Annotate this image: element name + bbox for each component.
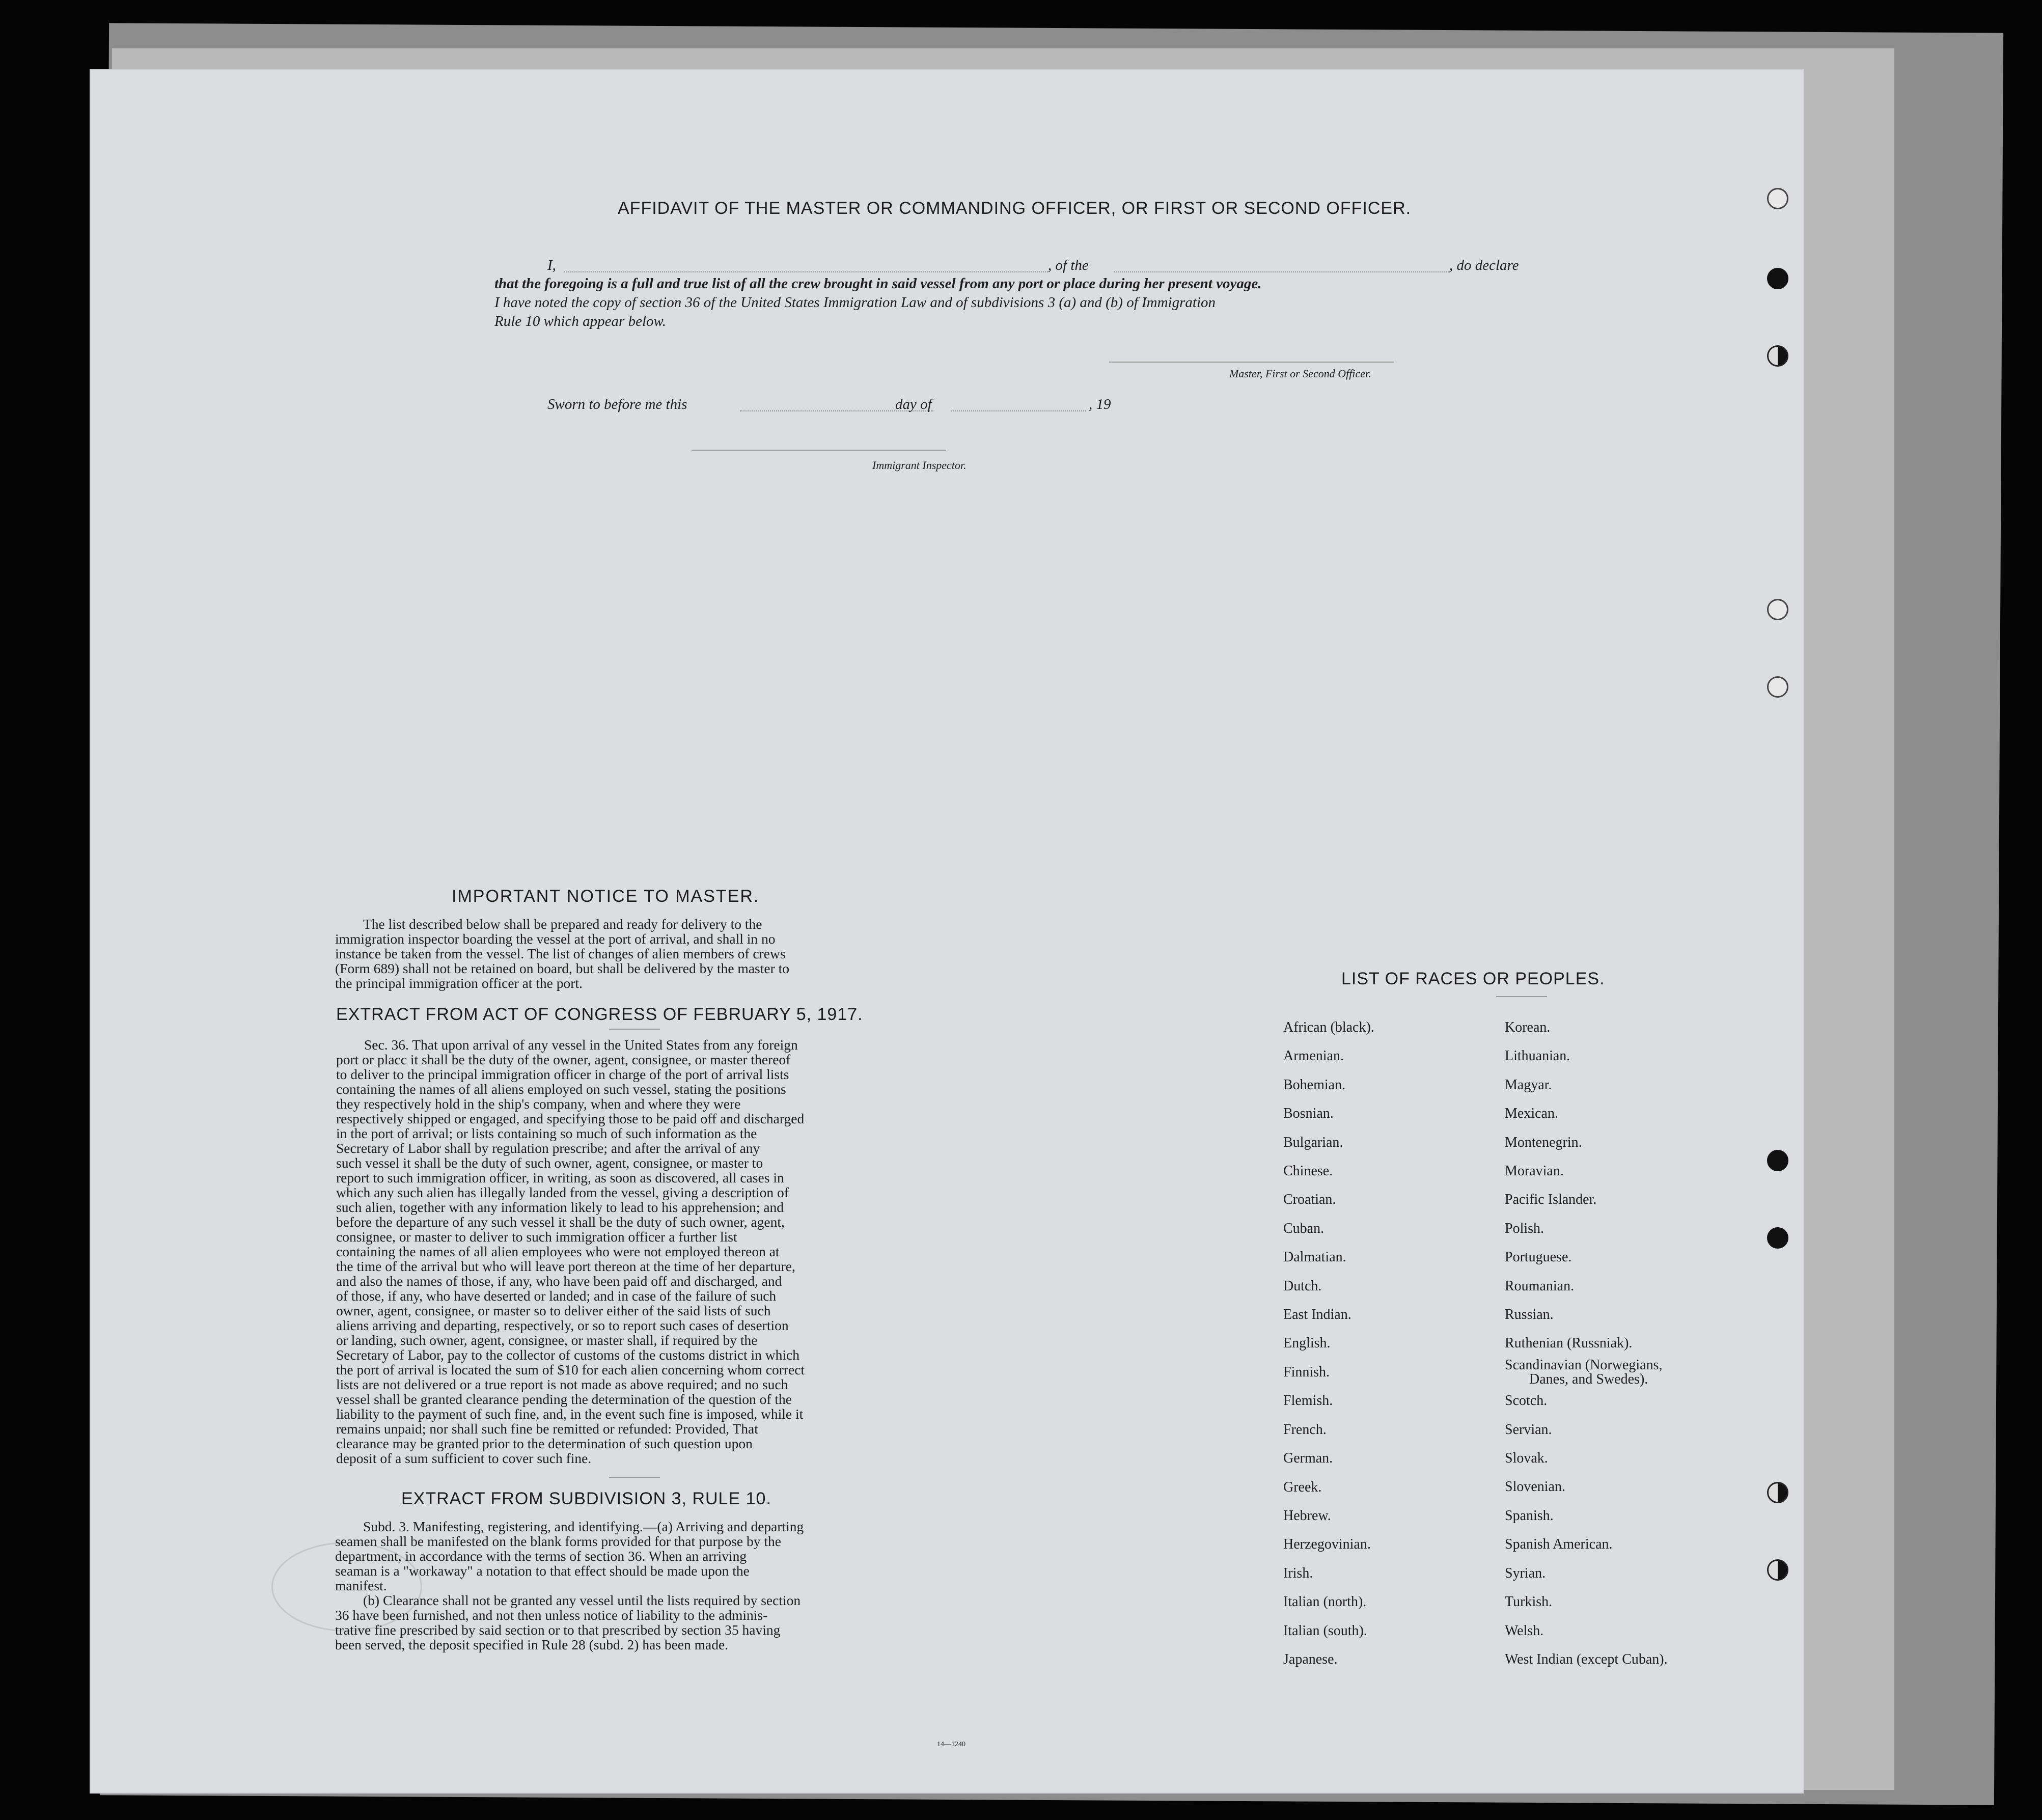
race-item: Italian (north).	[1283, 1594, 1367, 1610]
master-signature-label: Master, First or Second Officer.	[1229, 367, 1371, 380]
race-item: Chinese.	[1283, 1163, 1333, 1179]
races-right-column	[1505, 1013, 1668, 1674]
rule-extract-title: EXTRACT FROM SUBDIVISION 3, RULE 10.	[401, 1489, 771, 1508]
act-line: which any such alien has illegally landed from the vessel, giving a description of	[336, 1184, 789, 1200]
race-item: Bohemian.	[1283, 1077, 1346, 1093]
race-item: Greek.	[1283, 1479, 1322, 1495]
race-item: Scotch.	[1505, 1393, 1548, 1409]
race-item: Syrian.	[1505, 1565, 1546, 1581]
form-number: 14—1240	[937, 1741, 965, 1748]
race-item: Spanish American.	[1505, 1536, 1613, 1553]
act-line: the time of the arrival but who will leave port thereon at the time of her departure,	[336, 1258, 795, 1274]
affidavit-declare: , do declare	[1449, 257, 1519, 273]
inspector-label: Immigrant Inspector.	[872, 459, 967, 472]
race-item: Montenegrin.	[1505, 1134, 1582, 1150]
race-item: Magyar.	[1505, 1077, 1552, 1093]
notice-body	[335, 917, 910, 990]
punch-hole	[1767, 1559, 1788, 1581]
race-item: Lithuanian.	[1505, 1048, 1570, 1064]
rule-line: 36 have been furnished, and not then unless notice of liability to the adminis-	[335, 1607, 768, 1623]
rule-line: seaman is a "workaway" a notation to that effect should be made upon the	[335, 1563, 750, 1579]
act-line: port or placc it shall be the duty of the owner, agent, consignee, or master thereof	[336, 1052, 791, 1067]
document-page	[91, 70, 1803, 1793]
act-line: Secretary of Labor shall by regulation prescribe; and after the arrival of any	[336, 1140, 760, 1156]
sworn-label: Sworn to before me this	[547, 396, 687, 412]
race-item: Flemish.	[1283, 1393, 1333, 1409]
act-line: or landing, such owner, agent, consignee, or master shall, if required by the	[336, 1332, 758, 1348]
race-item: Bulgarian.	[1283, 1134, 1343, 1150]
race-item: Russian.	[1505, 1307, 1554, 1323]
act-line: lists are not delivered or a true report is not made as above required; and no such	[336, 1376, 788, 1392]
act-line: and also the names of those, if any, who have been paid off and discharged, and	[336, 1273, 782, 1289]
race-item: German.	[1283, 1450, 1333, 1467]
race-item: African (black).	[1283, 1019, 1374, 1035]
race-item-scandinavian	[1505, 1358, 1668, 1387]
race-item: French.	[1283, 1421, 1327, 1438]
punch-hole	[1767, 1227, 1788, 1249]
affidavit-line2: that the foregoing is a full and true list of all the crew brought in said vessel from any port or place during her present voyage.	[494, 275, 1262, 292]
race-item-continued: Danes, and Swedes).	[1529, 1371, 1648, 1387]
punch-hole	[1767, 345, 1788, 367]
vessel-blank	[1114, 271, 1450, 272]
notice-title: IMPORTANT NOTICE TO MASTER.	[452, 887, 760, 906]
notice-line: (Form 689) shall not be retained on board, but shall be delivered by the master to	[335, 960, 789, 976]
race-item: Hebrew.	[1283, 1507, 1331, 1524]
divider	[1496, 996, 1547, 997]
inspector-signature-line	[692, 450, 946, 451]
act-line: report to such immigration officer, in writing, as soon as discovered, all cases in	[336, 1170, 784, 1185]
act-line: containing the names of all aliens employed on such vessel, stating the positions	[336, 1081, 786, 1097]
race-item: Italian (south).	[1283, 1622, 1367, 1639]
rule-line: department, in accordance with the terms of section 36. When an arriving	[335, 1548, 747, 1564]
race-item: Dutch.	[1283, 1278, 1322, 1294]
race-item: Servian.	[1505, 1421, 1552, 1438]
race-item: Scandinavian (Norwegians,	[1505, 1357, 1663, 1373]
race-item: Polish.	[1505, 1220, 1544, 1236]
rule-line: manifest.	[335, 1578, 387, 1593]
act-line: containing the names of all alien employees who were not employed thereon at	[336, 1244, 780, 1259]
affidavit-of-the: , of the	[1048, 257, 1089, 273]
punch-hole	[1767, 599, 1788, 620]
rule-extract-body	[335, 1519, 910, 1652]
act-line: clearance may be granted prior to the determination of such question upon	[336, 1436, 753, 1451]
race-item: Cuban.	[1283, 1220, 1324, 1236]
rule-line: been served, the deposit specified in Rule 28 (subd. 2) has been made.	[335, 1637, 729, 1652]
race-item: English.	[1283, 1335, 1331, 1352]
act-line: consignee, or master to deliver to such immigration officer a further list	[336, 1229, 737, 1245]
master-signature-line	[1109, 362, 1394, 363]
race-item: Portuguese.	[1505, 1249, 1572, 1265]
races-left-column	[1283, 1013, 1374, 1674]
race-item: Japanese.	[1283, 1651, 1338, 1667]
punch-hole	[1767, 676, 1788, 698]
sworn-month-blank	[951, 410, 1086, 411]
punch-hole	[1767, 188, 1788, 209]
day-of-label: day of	[895, 396, 932, 412]
affidavit-heading: AFFIDAVIT OF THE MASTER OR COMMANDING OFFICER, OR FIRST OR SECOND OFFICER.	[618, 199, 1412, 218]
act-line: they respectively hold in the ship's company, when and where they were	[336, 1096, 741, 1112]
race-item: Finnish.	[1283, 1364, 1330, 1380]
race-item: Slovak.	[1505, 1450, 1548, 1467]
race-item: Korean.	[1505, 1019, 1551, 1035]
race-item: Armenian.	[1283, 1048, 1344, 1064]
act-line: liability to the payment of such fine, and, in the event such fine is imposed, while it	[336, 1406, 804, 1422]
race-item: West Indian (except Cuban).	[1505, 1651, 1668, 1667]
race-item: Pacific Islander.	[1505, 1192, 1597, 1208]
race-item: Roumanian.	[1505, 1278, 1575, 1294]
notice-line: the principal immigration officer at the port.	[335, 975, 583, 991]
act-line: remains unpaid; nor shall such fine be remitted or refunded: Provided, That	[336, 1421, 758, 1437]
punch-hole	[1767, 1150, 1788, 1171]
notice-line: instance be taken from the vessel. The list of changes of alien members of crews	[335, 946, 786, 961]
act-line: aliens arriving and departing, respectively, or so to report such cases of desertion	[336, 1317, 789, 1333]
act-line: the port of arrival is located the sum of $10 for each alien concerning whom correct	[336, 1362, 805, 1377]
act-line: Secretary of Labor, pay to the collector of customs of the customs district in which	[336, 1347, 799, 1363]
divider	[609, 1029, 660, 1030]
notice-line: immigration inspector boarding the vessel at the port of arrival, and shall in no	[335, 931, 776, 947]
race-item: Herzegovinian.	[1283, 1536, 1371, 1553]
race-item: Croatian.	[1283, 1192, 1336, 1208]
act-line: such vessel it shall be the duty of such owner, agent, consignee, or master to	[336, 1155, 763, 1171]
act-line: Sec. 36. That upon arrival of any vessel in the United States from any foreign	[364, 1037, 798, 1053]
race-item: Slovenian.	[1505, 1479, 1565, 1495]
act-line: before the departure of any such vessel it shall be the duty of such owner, agent,	[336, 1214, 785, 1230]
year-label: , 19	[1089, 396, 1111, 412]
race-item: Mexican.	[1505, 1106, 1558, 1122]
race-item: East Indian.	[1283, 1307, 1351, 1323]
race-item: Irish.	[1283, 1565, 1313, 1581]
rule-line: Subd. 3. Manifesting, registering, and identifying.—(a) Arriving and departing	[363, 1519, 804, 1534]
race-item: Spanish.	[1505, 1507, 1554, 1524]
act-line: such alien, together with any information likely to lead to his apprehension; and	[336, 1199, 784, 1215]
act-line: respectively shipped or engaged, and specifying those to be paid off and discharged	[336, 1111, 805, 1126]
act-line: vessel shall be granted clearance pending the determination of the question of the	[336, 1391, 792, 1407]
rule-line: trative fine prescribed by said section or to that prescribed by section 35 having	[335, 1622, 781, 1638]
punch-hole	[1767, 268, 1788, 289]
race-item: Moravian.	[1505, 1163, 1564, 1179]
divider	[609, 1477, 660, 1478]
affidavit-line3: I have noted the copy of section 36 of the United States Immigration Law and of subdivisions 3 (a) and (b) of Immigration	[494, 294, 1216, 311]
race-item: Ruthenian (Russniak).	[1505, 1335, 1633, 1352]
affidavit-line4: Rule 10 which appear below.	[494, 313, 666, 329]
act-extract-title: EXTRACT FROM ACT OF CONGRESS OF FEBRUARY 5, 1917.	[336, 1005, 863, 1024]
rule-line: (b) Clearance shall not be granted any vessel until the lists required by section	[363, 1592, 801, 1608]
act-extract-body	[336, 1037, 912, 1466]
act-line: of those, if any, who have deserted or landed; and in case of the failure of such	[336, 1288, 777, 1304]
rule-line: seamen shall be manifested on the blank forms provided for that purpose by the	[335, 1533, 781, 1549]
name-blank	[564, 271, 1048, 272]
notice-line: The list described below shall be prepared and ready for delivery to the	[363, 916, 762, 932]
race-item: Welsh.	[1505, 1622, 1544, 1639]
race-item: Dalmatian.	[1283, 1249, 1346, 1265]
act-line: owner, agent, consignee, or master so to deliver either of the said lists of such	[336, 1303, 771, 1318]
affidavit-i: I,	[547, 257, 556, 273]
races-title: LIST OF RACES OR PEOPLES.	[1341, 969, 1605, 988]
act-line: in the port of arrival; or lists containing so much of such information as the	[336, 1125, 757, 1141]
race-item: Bosnian.	[1283, 1106, 1334, 1122]
act-line: deposit of a sum sufficient to cover such fine.	[336, 1450, 592, 1466]
race-item: Turkish.	[1505, 1594, 1553, 1610]
act-line: to deliver to the principal immigration officer in charge of the port of arrival lists	[336, 1066, 789, 1082]
punch-hole	[1767, 1482, 1788, 1503]
